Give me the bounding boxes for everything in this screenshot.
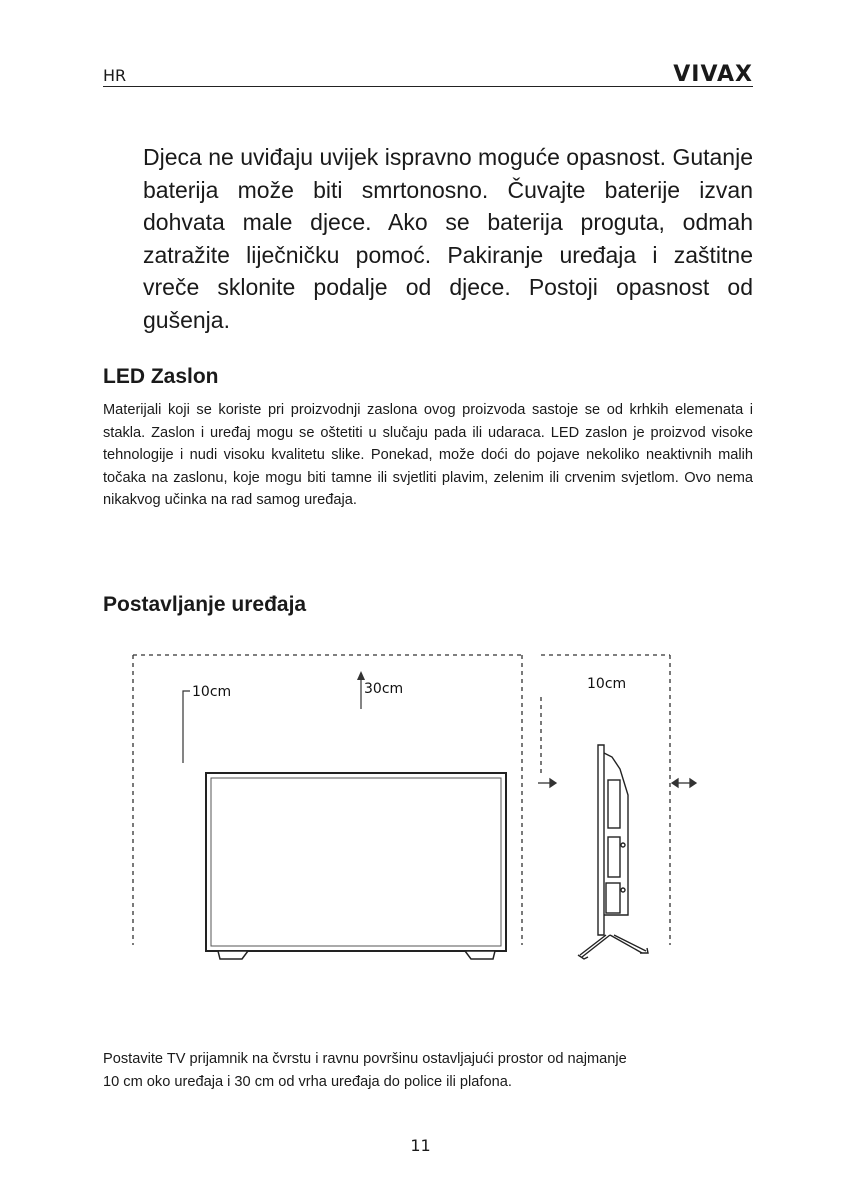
led-section-paragraph: Materijali koji se koriste pri proizvodnji zaslona ovog proizvoda sastoje se od krhkih elemenata i stakla. Zaslon i uređaj mogu se oštetiti u slučaju pada ili udaraca. LED zaslon je proizvod visoke tehnologije i nudi visoku kvalitetu slike. Ponekad, može doći do pojave nekoliko neaktivnih malih točaka na zaslonu, koje mogu biti tamne ili svjetliti plavim, zelenim ili crvenim svjetlom. Ovo nema nikakvog učinka na rad samog uređaja.	[103, 402, 753, 509]
placement-line-2: 10 cm oko uređaja i 30 cm od vrha uređaja do police ili plafona.	[103, 1073, 512, 1090]
side-clearance-label: 10cm	[192, 684, 232, 700]
placement-paragraph	[103, 1048, 783, 1093]
side-clearance-marker	[183, 691, 190, 763]
tv-side-view	[578, 745, 648, 959]
page-number: 11	[410, 1136, 431, 1155]
language-code: HR	[103, 66, 127, 85]
header-rule	[103, 86, 753, 87]
top-clearance-label: 30cm	[364, 681, 404, 697]
placement-section-heading: Postavljanje uređaja	[103, 593, 307, 616]
battery-warning-paragraph: Djeca ne uviđaju uvijek ispravno moguće opasnost. Gutanje baterija može biti smrtonosno. Čuvajte baterije izvan dohvata male djece. Ako se baterija proguta, odmah zatražite liječničku pomoć. Pakiranje uređaja i zaštitne vreče sklonite podalje od djece. Postoji opasnost od gušenja.	[143, 144, 753, 333]
rear-clearance-label: 10cm	[587, 676, 627, 692]
brand-logo: VIVAX	[673, 62, 753, 87]
placement-diagram	[120, 645, 720, 980]
placement-line-1: Postavite TV prijamnik na čvrstu i ravnu površinu ostavljajući prostor od najmanje	[103, 1051, 627, 1067]
led-section-heading: LED Zaslon	[103, 365, 219, 388]
tv-front-view	[206, 773, 506, 959]
